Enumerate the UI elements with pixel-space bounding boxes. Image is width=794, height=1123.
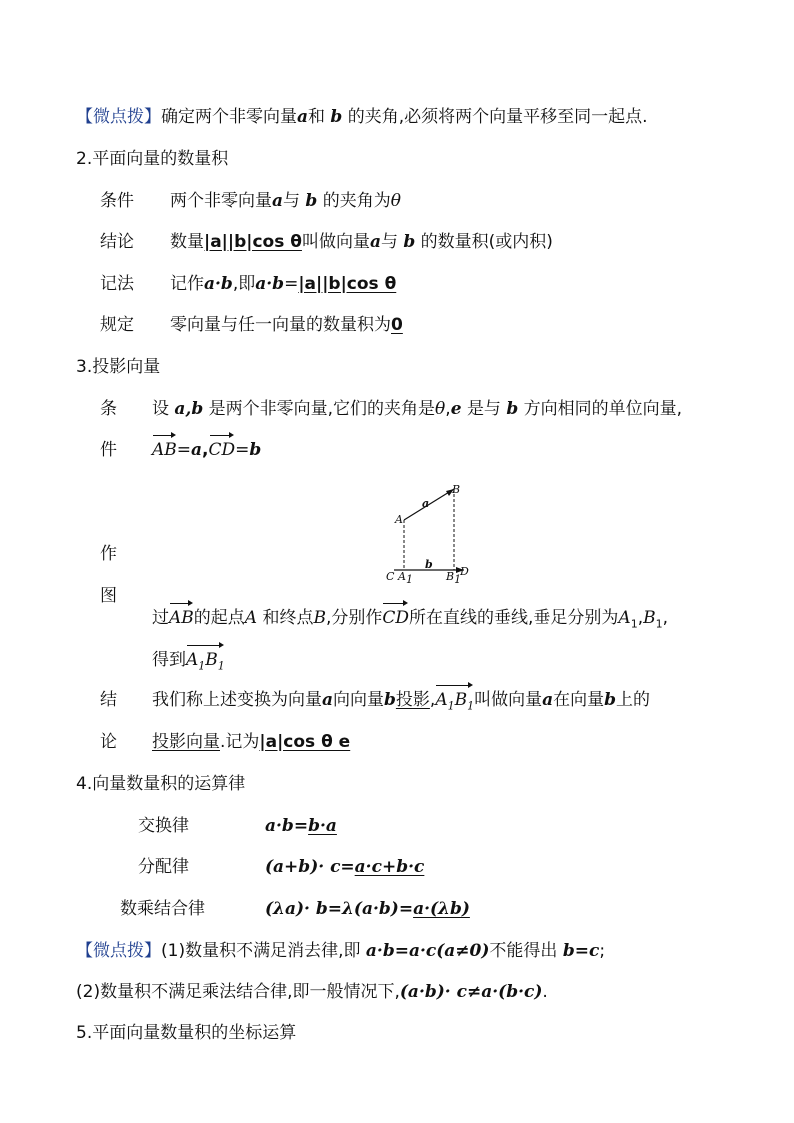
law-value-scalar-assoc: (λa)· b=λ(a·b)=a·(λb) bbox=[265, 899, 470, 919]
dot-product-expr: |a||b|cos θ bbox=[204, 232, 302, 252]
projection-cond-line-1: 设 a,b 是两个非零向量,它们的夹角是θ,e 是与 b 方向相同的单位向量, bbox=[152, 399, 683, 419]
tip-tag: 【微点拨】 bbox=[76, 941, 161, 961]
vector-a-label: a bbox=[422, 497, 430, 510]
projection-cond-label-2: 件 bbox=[100, 440, 117, 460]
law-label-scalar-assoc: 数乘结合律 bbox=[120, 899, 205, 919]
point-B1-label: $B_1$ bbox=[446, 570, 462, 587]
projection-concl-line-2: 投影向量.记为|a|cos θ e bbox=[152, 732, 351, 752]
definition-value-notation: 记作a·b,即a·b=|a||b|cos θ bbox=[170, 274, 397, 294]
projection-draw-label-1: 作 bbox=[100, 544, 117, 564]
vector-b-label: b bbox=[425, 558, 433, 571]
definition-value-rule: 零向量与任一向量的数量积为0 bbox=[170, 315, 403, 335]
projection-draw-label-2: 图 bbox=[100, 586, 117, 606]
law-value-commutative: a·b=b·a bbox=[265, 816, 337, 836]
projection-concl-line-1: 我们称上述变换为向量a向向量b投影$,A_1B_1$叫做向量a在向量b上的 bbox=[152, 688, 650, 718]
tip-line-2: 【微点拨】(1)数量积不满足消去律,即 a·b=a·c(a≠0)不能得出 b=c; bbox=[76, 941, 606, 961]
tip-tag: 【微点拨】 bbox=[76, 107, 161, 127]
definition-value-conclusion: 数量|a||b|cos θ叫做向量a与 b 的数量积(或内积) bbox=[170, 232, 553, 252]
section-4-heading: 4.向量数量积的运算律 bbox=[76, 774, 246, 794]
projection-concl-label-1: 结 bbox=[100, 690, 117, 710]
projection-draw-line-2: 得到$A_1B_1$ bbox=[152, 648, 225, 678]
projection-concl-label-2: 论 bbox=[100, 732, 117, 752]
projection-figure bbox=[380, 478, 480, 588]
tip-line-1: 【微点拨】确定两个非零向量a和 b 的夹角,必须将两个向量平移至同一起点. bbox=[76, 107, 648, 127]
point-B-label: B bbox=[452, 483, 461, 496]
definition-row-rule: 规定 bbox=[100, 315, 134, 335]
definition-row-conclusion: 结论 bbox=[100, 232, 134, 252]
definition-row-notation: 记法 bbox=[100, 274, 134, 294]
law-label-commutative: 交换律 bbox=[138, 816, 189, 836]
section-5-heading: 5.平面向量数量积的坐标运算 bbox=[76, 1023, 297, 1043]
projection-cond-line-2: AB=a,CD=b bbox=[152, 440, 262, 460]
point-C-label: C bbox=[386, 570, 395, 583]
tip-line-3: (2)数量积不满足乘法结合律,即一般情况下,(a·b)· c≠a·(b·c). bbox=[76, 982, 548, 1002]
point-A1-label: $A_1$ bbox=[398, 570, 413, 587]
vector-A1B1-conclusion: $A_1B_1$ bbox=[435, 688, 474, 718]
law-label-distributive: 分配律 bbox=[138, 857, 189, 877]
point-D-label: D bbox=[460, 565, 469, 578]
projection-draw-line-1: 过AB的起点A 和终点B,分别作CD所在直线的垂线,垂足分别为$A_1,B_1$, bbox=[152, 608, 669, 631]
section-2-heading: 2.平面向量的数量积 bbox=[76, 149, 229, 169]
definition-value-condition: 两个非零向量a与 b 的夹角为θ bbox=[170, 191, 401, 211]
law-value-distributive: (a+b)· c=a·c+b·c bbox=[265, 857, 425, 877]
point-A-label: A bbox=[395, 513, 403, 526]
projection-cond-label-1: 条 bbox=[100, 399, 117, 419]
section-3-heading: 3.投影向量 bbox=[76, 357, 161, 377]
definition-row-condition: 条件 bbox=[100, 191, 134, 211]
vector-A1B1: $A_1B_1$ bbox=[186, 648, 225, 678]
